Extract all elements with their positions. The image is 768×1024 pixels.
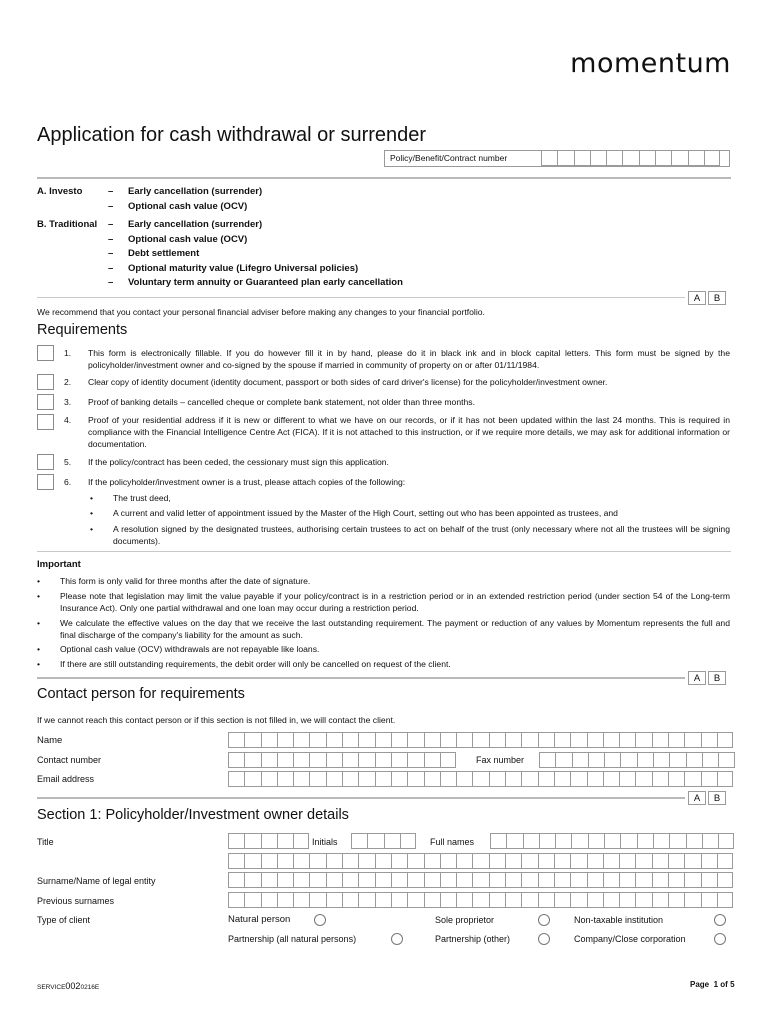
contact-number-label: Contact number	[37, 755, 102, 765]
title-boxes[interactable]	[228, 833, 309, 849]
full-names-label: Full names	[430, 837, 475, 847]
form-code: SERVICE0020216E	[37, 981, 100, 991]
sole-proprietor-radio[interactable]	[538, 914, 550, 926]
product-b-item: – Optional maturity value (Lifegro Universal policies)	[108, 262, 359, 274]
requirement-checkbox-2[interactable]	[37, 374, 54, 390]
trust-item: • A current and valid letter of appointment issued by the Master of the High Court, setting out who has been appointed as trustees, and	[90, 508, 618, 518]
divider	[37, 677, 685, 679]
email-label: Email address	[37, 774, 95, 784]
brand-logo: momentum	[570, 48, 731, 79]
initials-label: Initials	[312, 837, 338, 847]
client-type-label: Non-taxable institution	[574, 915, 664, 925]
policy-number-label: Policy/Benefit/Contract number	[390, 153, 508, 163]
fax-number-boxes[interactable]	[539, 752, 735, 768]
requirement-checkbox-5[interactable]	[37, 454, 54, 470]
product-a-list	[108, 185, 262, 214]
initials-boxes[interactable]	[351, 833, 416, 849]
requirement-item: 5. If the policy/contract has been ceded, the cessionary must sign this application.	[64, 457, 389, 467]
email-boxes[interactable]	[228, 771, 733, 787]
product-a-item: – Early cancellation (surrender)	[108, 186, 263, 197]
client-type-label: Natural person	[228, 914, 291, 925]
requirement-item: 2. Clear copy of identity document (identity document, passport or both sides of card driver's license) for the policyholder/investment owner.	[64, 377, 608, 387]
product-b-item: – Debt settlement	[108, 248, 200, 259]
ab-b[interactable]: B	[708, 291, 726, 305]
product-a-item: – Optional cash value (OCV)	[108, 200, 248, 212]
contact-number-boxes[interactable]	[228, 752, 456, 768]
ab-a[interactable]: A	[688, 791, 706, 805]
trust-item: • The trust deed,	[90, 493, 171, 503]
policy-number-boxes[interactable]	[541, 150, 720, 166]
partnership-natural-radio[interactable]	[391, 933, 403, 945]
requirement-item: 6. If the policyholder/investment owner is a trust, please attach copies of the following:	[64, 477, 406, 487]
ab-selector[interactable]	[688, 671, 726, 685]
page-number: Page 1 of 5	[690, 980, 735, 989]
ab-selector[interactable]	[688, 791, 726, 805]
requirement-item: 1. This form is electronically fillable. If you do however fill it in by hand, please do it in black ink and in block capital letters. This form must be signed by the policyholder/investment owner and co-signed by the spouse if married in community of property on or after 01/11/1984.	[64, 348, 730, 370]
partnership-other-radio[interactable]	[538, 933, 550, 945]
contact-name-label: Name	[37, 735, 63, 746]
recommendation-text: We recommend that you contact your personal financial adviser before making any changes to your financial portfolio.	[37, 307, 485, 317]
client-type-label: Sole proprietor	[435, 915, 495, 925]
full-names-boxes[interactable]	[490, 833, 734, 849]
section1-heading: Section 1: Policyholder/Investment owner details	[37, 807, 349, 823]
requirements-heading: Requirements	[37, 322, 128, 338]
divider	[37, 797, 685, 799]
requirement-checkbox-6[interactable]	[37, 474, 54, 490]
contact-heading: Contact person for requirements	[37, 686, 245, 702]
divider	[37, 177, 731, 179]
important-item: • Optional cash value (OCV) withdrawals are not repayable like loans.	[37, 644, 320, 654]
requirement-item: 4. Proof of your residential address if it is new or different to what we have on our records, or if it has not been updated within the last 24 months. This is required in compliance with the Financial Intelligence Centre Act (FICA). If it is not attached to this instruction, or if we require more details, we may ask for additional information or documentation.	[64, 415, 730, 449]
product-b-list	[108, 218, 403, 291]
product-b-item: – Early cancellation (surrender)	[108, 219, 263, 230]
full-names-boxes-2[interactable]	[228, 853, 733, 869]
requirement-checkbox-4[interactable]	[37, 414, 54, 430]
contact-name-boxes[interactable]	[228, 732, 733, 748]
product-b-item: – Voluntary term annuity or Guaranteed plan early cancellation	[108, 277, 403, 288]
important-item: • Please note that legislation may limit the value payable if your policy/contract is in a restriction period or in an extended restriction period (under section 54 of the Long-term Insurance Act). Only one partial withdrawal and one loan may occur during a restriction period.	[37, 591, 730, 613]
page-title: Application for cash withdrawal or surrender	[37, 124, 427, 146]
important-heading: Important	[37, 559, 81, 570]
client-type-label: Partnership (other)	[435, 934, 511, 944]
requirement-item: 3. Proof of banking details – cancelled cheque or complete bank statement, not older than three months.	[64, 397, 475, 407]
non-taxable-institution-radio[interactable]	[714, 914, 726, 926]
product-b-label: B. Traditional	[37, 219, 98, 230]
ab-b[interactable]: B	[708, 671, 726, 685]
divider	[37, 297, 685, 298]
requirement-checkbox-1[interactable]	[37, 345, 54, 361]
surname-boxes[interactable]	[228, 872, 733, 888]
contact-note: If we cannot reach this contact person or if this section is not filled in, we will contact the client.	[37, 715, 396, 725]
ab-a[interactable]: A	[688, 671, 706, 685]
ab-b[interactable]: B	[708, 791, 726, 805]
ab-selector[interactable]	[688, 291, 726, 305]
divider	[37, 551, 731, 552]
previous-surnames-label: Previous surnames	[37, 896, 115, 906]
trust-item: • A resolution signed by the designated trustees, authorising certain trustees to act on behalf of the trust (only necessary where not all the trustees will be signing documents).	[90, 524, 730, 546]
company-close-corporation-radio[interactable]	[714, 933, 726, 945]
title-label: Title	[37, 837, 54, 847]
client-type-label: Partnership (all natural persons)	[228, 934, 357, 944]
type-of-client-label: Type of client	[37, 915, 91, 925]
important-item: • If there are still outstanding requirements, the debit order will only be cancelled on request of the client.	[37, 659, 451, 669]
important-item: • We calculate the effective values on the day that we receive the last outstanding requirement. The payment or reduction of any values by Momentum represents the full and final discharge of the company's liability for the amount as such.	[37, 618, 730, 640]
client-type-label: Company/Close corporation	[574, 934, 686, 944]
natural-person-radio[interactable]	[314, 914, 326, 926]
requirement-checkbox-3[interactable]	[37, 394, 54, 410]
fax-number-label: Fax number	[476, 755, 525, 765]
previous-surnames-boxes[interactable]	[228, 892, 733, 908]
product-b-item: – Optional cash value (OCV)	[108, 233, 248, 245]
ab-a[interactable]: A	[688, 291, 706, 305]
surname-label: Surname/Name of legal entity	[37, 876, 156, 886]
product-a-label: A. Investo	[37, 186, 83, 197]
important-item: • This form is only valid for three months after the date of signature.	[37, 576, 311, 586]
